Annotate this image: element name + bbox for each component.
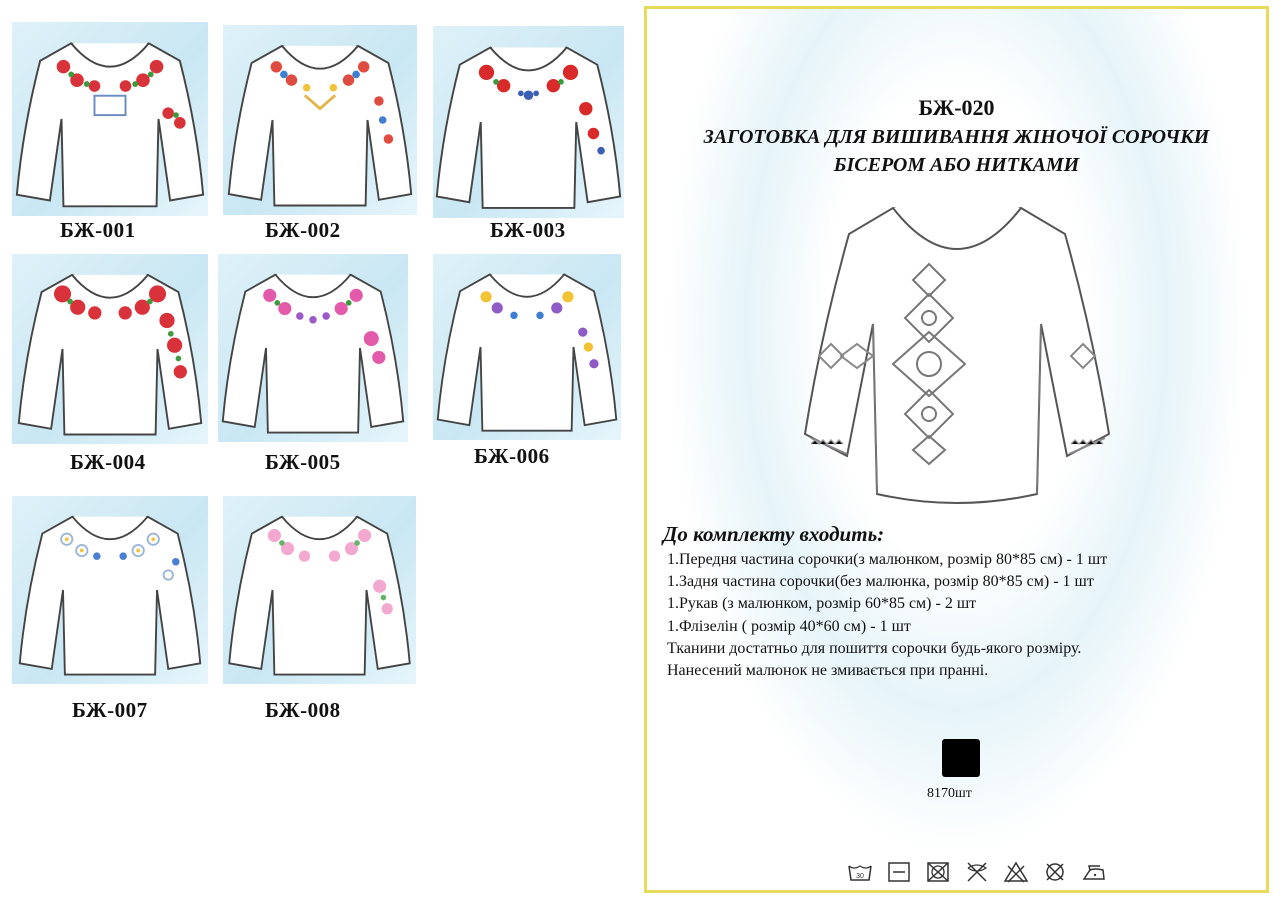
svg-text:30: 30 — [856, 873, 864, 880]
kit-item: 1.Передня частина сорочки(з малюнком, розмір 80*85 см) - 1 шт — [667, 551, 1108, 568]
product-title-line1: ЗАГОТОВКА ДЛЯ ВИШИВАННЯ ЖІНОЧОЇ СОРОЧКИ — [703, 126, 1210, 148]
catalog-code: БЖ-003 — [490, 218, 566, 242]
iron-low-icon — [1081, 860, 1107, 884]
no-dryclean-icon — [1042, 860, 1068, 884]
catalog-item-bzh-005[interactable] — [218, 254, 408, 442]
catalog-code: БЖ-006 — [474, 444, 550, 468]
shirt-illustration-icon — [433, 26, 624, 218]
catalog-item-bzh-001[interactable] — [12, 22, 208, 216]
catalog-item-bzh-002[interactable] — [223, 25, 417, 215]
no-wring-icon — [964, 860, 990, 884]
catalog-code: БЖ-004 — [70, 450, 146, 474]
dry-flat-icon — [886, 860, 912, 884]
catalog-code: БЖ-008 — [265, 698, 341, 722]
kit-item: 1.Рукав (з малюнком, розмір 60*85 см) - 2 шт — [667, 595, 977, 613]
kit-item: 1.Задня частина сорочки(без малюнка, розмір 80*85 см) - 1 шт — [667, 573, 1094, 591]
catalog-code: БЖ-005 — [265, 450, 341, 474]
shirt-illustration-icon — [12, 254, 208, 444]
catalog-code: БЖ-007 — [72, 698, 148, 722]
bead-color-swatch — [942, 739, 980, 777]
kit-note: Нанесений малюнок не змивається при пранні. — [667, 662, 989, 680]
product-title-line2: БІСЕРОМ АБО НИТКАМИ — [833, 154, 1080, 176]
wash-30-icon — [847, 860, 873, 884]
kit-note: Тканини достатньо для пошиття сорочки будь-якого розміру. — [667, 639, 1082, 657]
product-sheet — [644, 6, 1269, 893]
kit-item: 1.Флізелін ( розмір 40*60 см) - 1 шт — [667, 617, 911, 635]
kit-title: До комплекту входить: — [663, 522, 885, 546]
shirt-hero-icon — [797, 194, 1117, 514]
catalog-item-bzh-003[interactable] — [433, 26, 624, 218]
bead-count: 8170шт — [927, 786, 972, 801]
catalog-code: БЖ-001 — [60, 218, 136, 242]
product-code: БЖ-020 — [918, 95, 995, 120]
care-symbols — [847, 860, 1107, 884]
no-bleach-icon — [1003, 860, 1029, 884]
shirt-illustration-icon — [12, 22, 208, 216]
catalog-item-bzh-004[interactable] — [12, 254, 208, 444]
catalog-item-bzh-008[interactable] — [223, 496, 416, 684]
catalog-item-bzh-006[interactable] — [433, 254, 621, 440]
no-tumble-dry-icon — [925, 860, 951, 884]
catalog-item-bzh-007[interactable] — [12, 496, 208, 684]
shirt-illustration-icon — [433, 254, 621, 440]
shirt-illustration-icon — [12, 496, 208, 684]
shirt-illustration-icon — [223, 496, 416, 684]
catalog-code: БЖ-002 — [265, 218, 341, 242]
shirt-illustration-icon — [223, 25, 417, 215]
shirt-illustration-icon — [218, 254, 408, 442]
kit-list — [667, 549, 1107, 682]
